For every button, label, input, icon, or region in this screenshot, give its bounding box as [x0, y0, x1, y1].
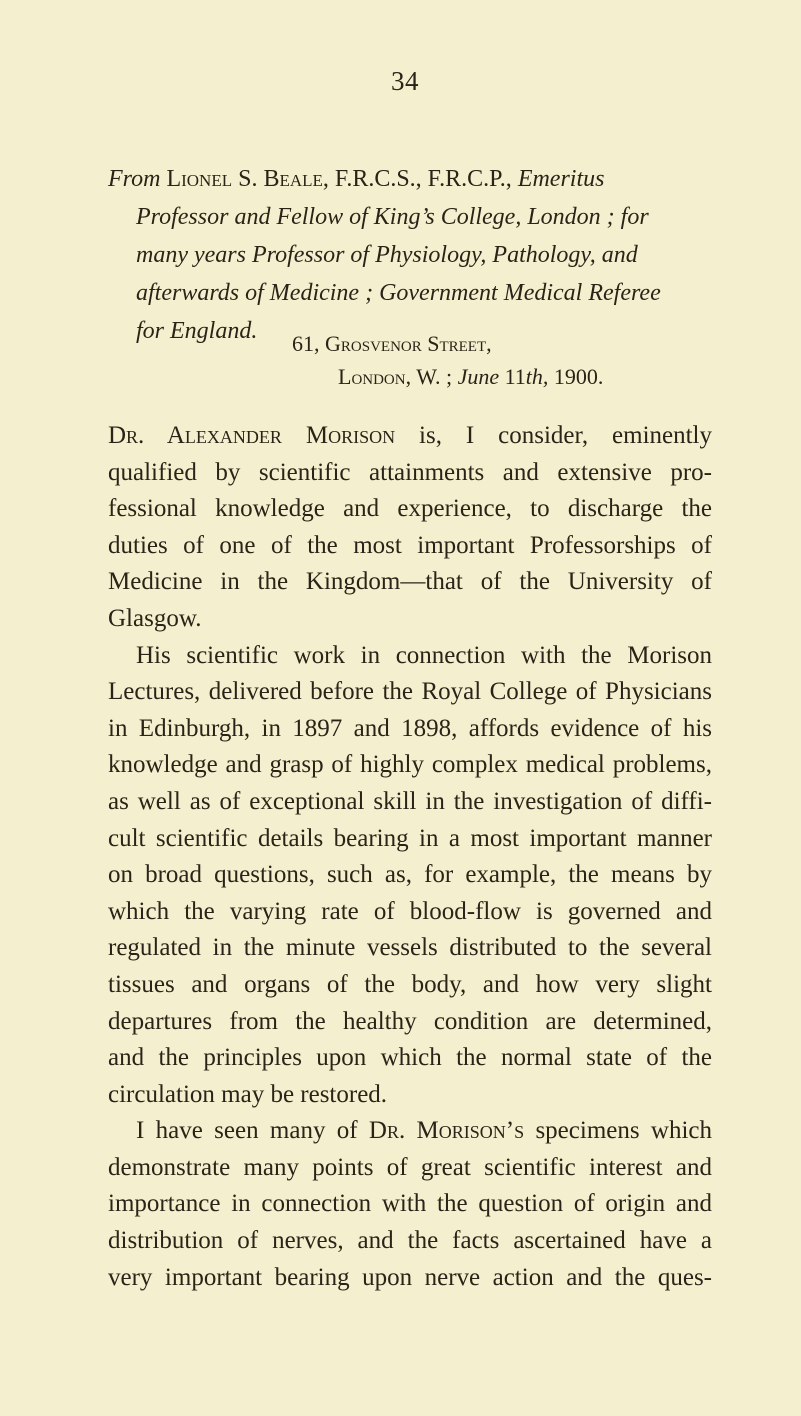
body-text-fragment: is, I consider, eminently	[419, 422, 713, 449]
address-date-line	[292, 360, 712, 393]
body-line: cult scientific details bearing in a most important manner	[108, 824, 712, 852]
testimonial-heading	[108, 160, 708, 350]
body-line: tissues and organs of the body, and how very slight	[108, 970, 712, 998]
heading-line	[108, 160, 708, 198]
date-year: 1900.	[553, 364, 604, 389]
date-month: June	[457, 364, 500, 389]
body-line: demonstrate many points of great scientific interest and	[108, 1153, 712, 1181]
body-line: regulated in the minute vessels distributed to the several	[108, 934, 712, 962]
body-line: Medicine in the Kingdom—that of the University of	[108, 568, 712, 596]
body-line: very important bearing upon nerve action and the ques-	[108, 1263, 712, 1291]
subject-name: Dr. Alexander Morison	[108, 422, 396, 449]
body-line: in Edinburgh, in 1897 and 1898, affords evidence of his	[108, 714, 712, 742]
heading-line: Professor and Fellow of King’s College, London ; for	[136, 204, 649, 230]
body-line: duties of one of the most important Professorships of	[108, 531, 712, 559]
body-line: circulation may be restored.	[108, 1080, 388, 1108]
body-line: on broad questions, such as, for example, the means by	[108, 861, 712, 889]
body-line: distribution of nerves, and the facts ascertained have a	[108, 1227, 712, 1255]
body-text-fragment: specimens which	[535, 1117, 713, 1145]
body-line: and the principles upon which the normal state of the	[108, 1044, 712, 1072]
date-day-suffix: th,	[525, 364, 549, 389]
body-text-fragment: I have seen many of	[136, 1117, 358, 1145]
page-number: 34	[391, 66, 419, 96]
body-line	[108, 1113, 712, 1150]
letter-address	[292, 327, 712, 393]
body-line: Glasgow.	[108, 604, 202, 632]
body-line: Lectures, delivered before the Royal College of Physicians	[108, 678, 712, 706]
body-line: departures from the healthy condition are determined,	[108, 1007, 712, 1035]
heading-line: for England.	[136, 318, 258, 344]
heading-from: From	[108, 166, 161, 192]
subject-name: Dr. Morison’s	[368, 1117, 525, 1145]
heading-emeritus: Emeritus	[517, 166, 605, 192]
author-name: Lionel S. Beale,	[166, 166, 329, 192]
body-line: which the varying rate of blood-flow is governed and	[108, 897, 712, 925]
address-street: 61, Grosvenor Street,	[292, 331, 492, 356]
body-line: fessional knowledge and experience, to discharge the	[108, 495, 712, 523]
heading-line: many years Professor of Physiology, Pathology, and	[136, 242, 638, 268]
author-degrees: F.R.C.S., F.R.C.P.,	[334, 166, 512, 192]
date-day-number: 11	[504, 364, 526, 389]
letter-body	[108, 418, 712, 1296]
heading-line: afterwards of Medicine ; Government Medical Referee	[136, 280, 661, 306]
address-city: London, W. ;	[338, 364, 453, 389]
body-line: His scientific work in connection with the Morison	[136, 641, 712, 669]
body-line: qualified by scientific attainments and extensive pro-	[108, 458, 712, 486]
body-line	[108, 418, 712, 455]
body-line: as well as of exceptional skill in the investigation of diffi-	[108, 787, 712, 815]
body-line: importance in connection with the question of origin and	[108, 1190, 712, 1218]
body-line: knowledge and grasp of highly complex medical problems,	[108, 751, 712, 779]
